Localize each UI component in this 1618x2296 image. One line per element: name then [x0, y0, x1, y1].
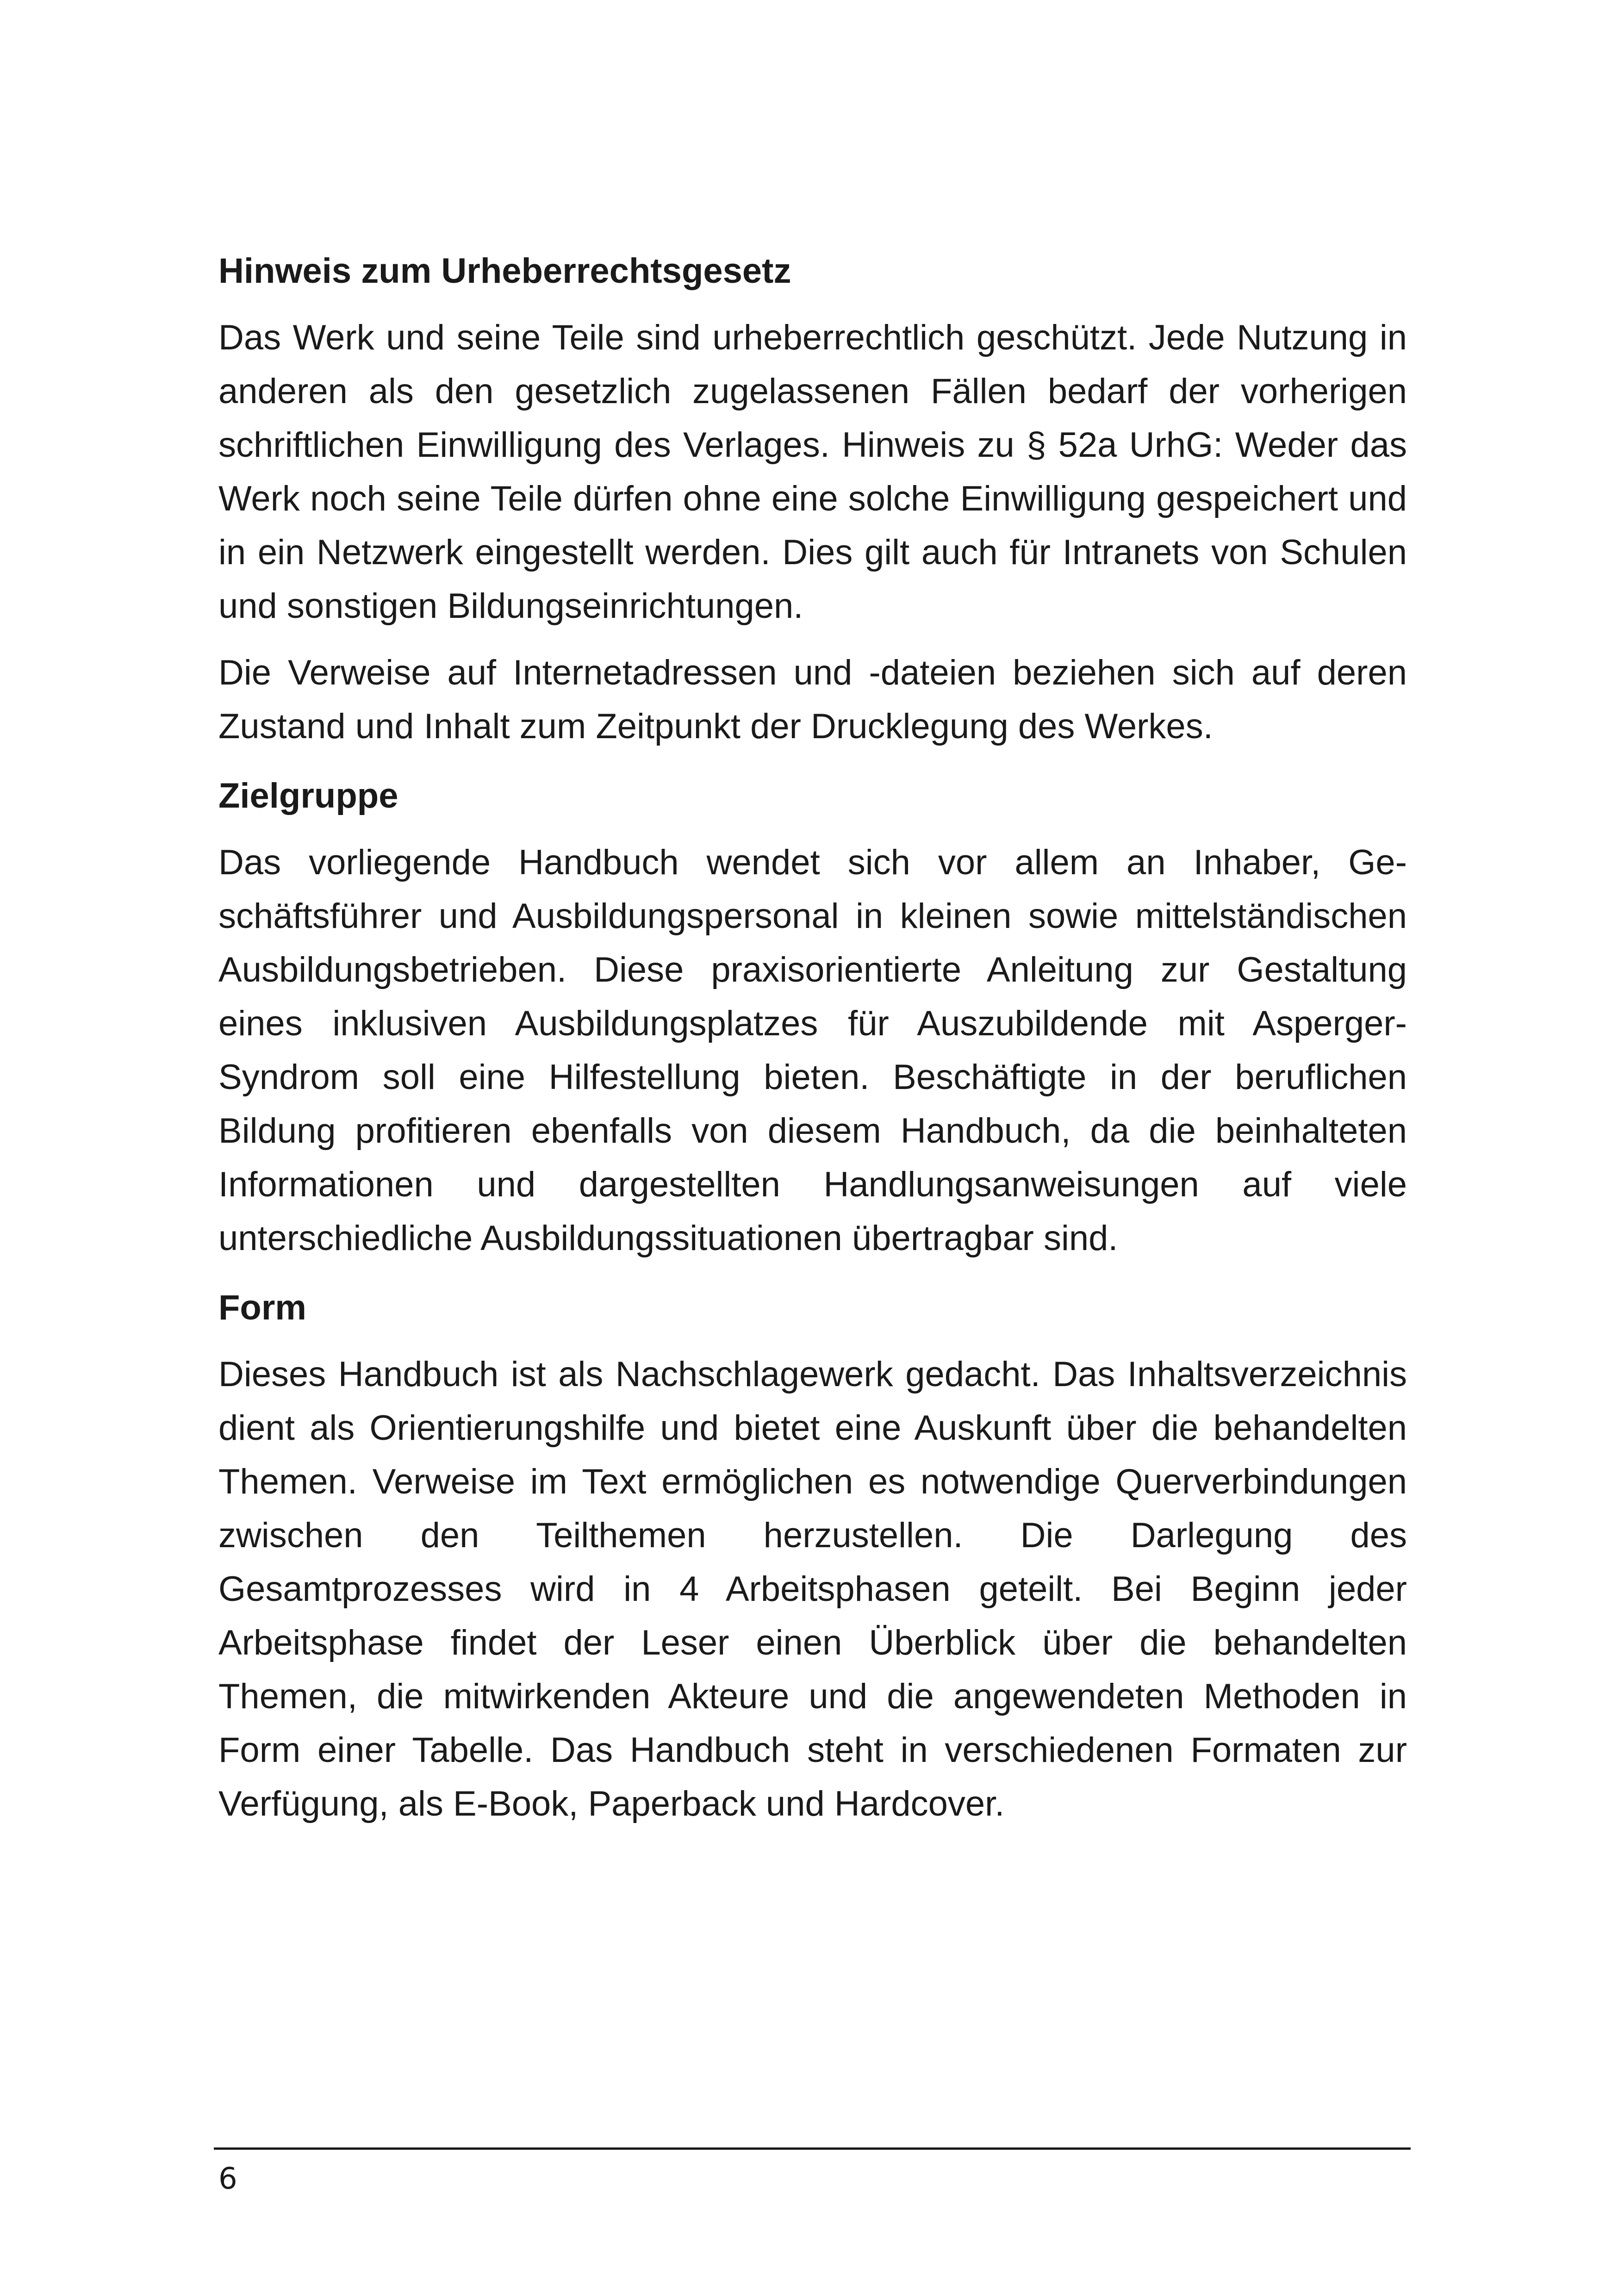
section-heading-target-group: Zielgruppe: [218, 776, 398, 815]
page-number: 6: [218, 2162, 237, 2196]
copyright-paragraph: Das Werk und seine Teile sind urheberrechtlich geschützt. Jede Nutzung in anderen als den gesetzlich zugelassenen Fällen bedarf der vorherigen schriftlichen Einwilligung des Verlages. Hinweis zu § 52a UrhG: Weder das Werk noch seine Teile dürfen ohne eine solche Einwilligung gespeichert und in ein Netzwerk eingestellt werden. Dies gilt auch für Intranets von Schulen und sonstigen Bildungseinrichtungen.: [218, 318, 1407, 626]
target-group-paragraph: Das vorliegende Handbuch wendet sich vor allem an Inhaber, Geschäftsführer und Ausbildungspersonal in kleinen sowie mittelständischen Ausbildungsbetrieben. Diese praxisorientierte Anleitung zur Gestaltung eines inklusiven Ausbildungsplatzes für Auszubildende mit Asperger-Syndrom soll eine Hilfestellung bieten. Beschäftigte in der beruflichen Bildung profitieren ebenfalls von diesem Handbuch, da die beinhalteten Informationen und dargestellten Handlungsanweisungen auf viele unterschiedliche Ausbildungssituationen übertragbar sind.: [218, 843, 1407, 1258]
page-content: [218, 244, 1407, 1831]
section-heading-form: Form: [218, 1288, 306, 1327]
section-heading-copyright: Hinweis zum Urheberrechtsgesetz: [218, 251, 791, 291]
form-paragraph: Dieses Handbuch ist als Nachschlagewerk gedacht. Das Inhaltsverzeichnis dient als Orientierungshilfe und bietet eine Auskunft über die behandelten Themen. Verweise im Text ermöglichen es notwendige Querverbindungen zwischen den Teilthemen herzustellen. Die Darlegung des Gesamtprozesses wird in 4 Arbeitsphasen geteilt. Bei Beginn jeder Arbeitsphase findet der Leser einen Überblick über die behandelten Themen, die mitwirkenden Akteure und die angewendeten Methoden in Form einer Tabelle. Das Handbuch steht in verschiedenen Formaten zur Verfügung, als E-Book, Paperback und Hardcover.: [218, 1355, 1407, 1823]
footer-divider: [214, 2147, 1411, 2150]
internet-references-paragraph: Die Verweise auf Internetadressen und -dateien beziehen sich auf deren Zustand und Inhalt zum Zeitpunkt der Drucklegung des Werkes.: [218, 653, 1407, 746]
